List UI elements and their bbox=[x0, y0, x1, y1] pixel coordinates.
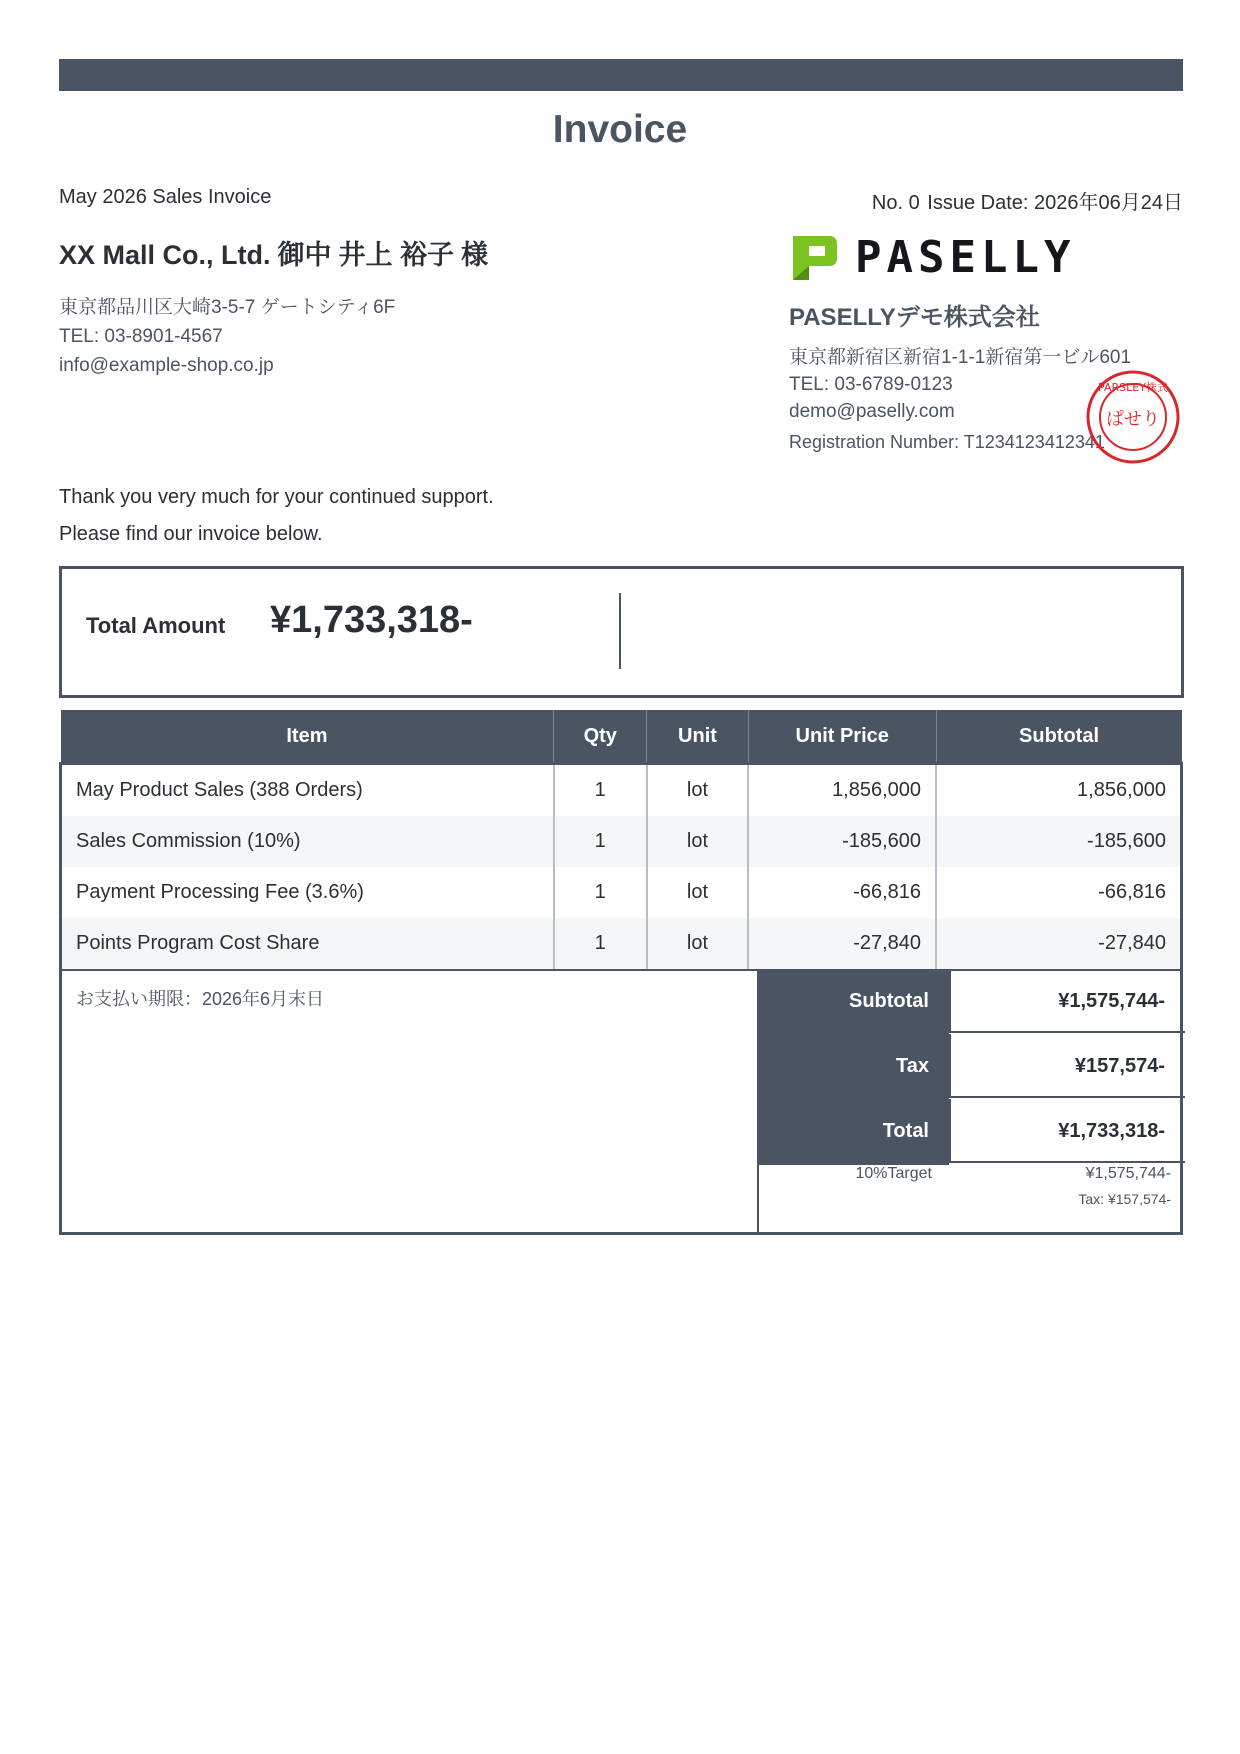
cell-subtotal: -185,600 bbox=[936, 816, 1181, 867]
cell-price: 1,856,000 bbox=[748, 764, 936, 817]
cell-price: -66,816 bbox=[748, 867, 936, 918]
table-row bbox=[61, 867, 1182, 918]
col-price-header: Unit Price bbox=[748, 710, 936, 764]
cell-qty: 1 bbox=[554, 867, 647, 918]
cell-subtotal: -27,840 bbox=[936, 918, 1181, 969]
page-title: Invoice bbox=[552, 108, 688, 151]
company-seal-icon bbox=[1085, 369, 1181, 465]
col-subtotal-header: Subtotal bbox=[936, 710, 1181, 764]
invoice-number: No. 0 bbox=[871, 192, 920, 214]
tax-target-tax: Tax: ¥157,574- bbox=[1078, 1191, 1171, 1207]
cell-subtotal: -66,816 bbox=[936, 867, 1181, 918]
summary-subtotal-row bbox=[759, 969, 1185, 1033]
cell-unit: lot bbox=[647, 867, 749, 918]
summary-subtotal-label: Subtotal bbox=[759, 969, 949, 1035]
summary-total-label: Total bbox=[759, 1099, 949, 1165]
company-logo bbox=[789, 232, 1089, 284]
customer-honorific: 御中 bbox=[277, 240, 332, 270]
customer-details bbox=[59, 293, 395, 380]
total-amount-value: ¥1,733,318- bbox=[270, 599, 473, 641]
invoice-meta bbox=[870, 186, 1183, 215]
cell-item: May Product Sales (388 Orders) bbox=[61, 764, 554, 817]
tax-target-label: 10%Target bbox=[855, 1165, 932, 1182]
total-amount-label: Total Amount bbox=[86, 613, 226, 638]
customer-name: XX Mall Co., Ltd. bbox=[59, 240, 271, 270]
cell-item: Sales Commission (10%) bbox=[61, 816, 554, 867]
summary-tax-value: ¥157,574- bbox=[949, 1034, 1185, 1098]
cell-item: Points Program Cost Share bbox=[61, 918, 554, 969]
summary-block bbox=[757, 969, 1185, 1235]
col-qty-header: Qty bbox=[554, 710, 647, 764]
logo-wordmark: PASELLY bbox=[855, 232, 1076, 283]
table-row bbox=[61, 816, 1182, 867]
cell-qty: 1 bbox=[554, 918, 647, 969]
greeting bbox=[59, 479, 494, 553]
customer-email: info@example-shop.co.jp bbox=[59, 355, 274, 376]
cell-price: -185,600 bbox=[748, 816, 936, 867]
table-header-row bbox=[61, 710, 1182, 764]
col-unit-header: Unit bbox=[647, 710, 749, 764]
cell-unit: lot bbox=[647, 764, 749, 817]
total-divider bbox=[619, 593, 621, 669]
customer-address: 東京都品川区大崎3-5-7 ゲートシティ6F bbox=[59, 297, 396, 318]
issuer-tel: TEL: 03-6789-0123 bbox=[789, 374, 953, 395]
registration-number: Registration Number: T1234123412341 bbox=[789, 432, 1105, 452]
customer-tel: TEL: 03-8901-4567 bbox=[59, 326, 223, 347]
cell-price: -27,840 bbox=[748, 918, 936, 969]
summary-subtotal-value: ¥1,575,744- bbox=[949, 969, 1185, 1033]
cell-unit: lot bbox=[647, 918, 749, 969]
issuer-company: PASELLYデモ株式会社 bbox=[789, 304, 1040, 331]
summary-tax-row bbox=[759, 1034, 1185, 1098]
summary-tax-label: Tax bbox=[759, 1034, 949, 1100]
cell-qty: 1 bbox=[554, 764, 647, 817]
summary-total-row bbox=[759, 1099, 1185, 1163]
summary-total-value: ¥1,733,318- bbox=[949, 1099, 1185, 1163]
cell-unit: lot bbox=[647, 816, 749, 867]
payment-deadline: お支払い期限：2026年6月末日 bbox=[76, 989, 325, 1009]
customer-contact: 井上 裕子 bbox=[338, 240, 455, 270]
tax-target-value: ¥1,575,744- bbox=[1085, 1165, 1171, 1182]
table-row bbox=[61, 764, 1182, 817]
issue-date: Issue Date: 2026年06月24日 bbox=[927, 192, 1183, 214]
cell-subtotal: 1,856,000 bbox=[936, 764, 1181, 817]
seal-top-text: PARSLEY株式 bbox=[1098, 381, 1168, 394]
total-amount-box bbox=[59, 566, 1184, 698]
table-row bbox=[61, 918, 1182, 969]
cell-qty: 1 bbox=[554, 816, 647, 867]
header-bar bbox=[59, 59, 1183, 91]
items-table bbox=[59, 710, 1183, 969]
col-item-header: Item bbox=[61, 710, 554, 764]
summary-section bbox=[59, 969, 1183, 1235]
customer-name-line bbox=[59, 233, 495, 272]
greeting-line-2: Please find our invoice below. bbox=[59, 523, 323, 545]
greeting-line-1: Thank you very much for your continued support. bbox=[59, 486, 494, 508]
seal-center-text: ぱせり bbox=[1106, 409, 1160, 430]
cell-item: Payment Processing Fee (3.6%) bbox=[61, 867, 554, 918]
invoice-subject: May 2026 Sales Invoice bbox=[59, 186, 272, 208]
issuer-address: 東京都新宿区新宿1-1-1新宿第一ビル601 bbox=[789, 347, 1132, 368]
contact-honorific: 様 bbox=[461, 240, 489, 270]
issuer-details bbox=[789, 344, 1131, 425]
issuer-email: demo@paselly.com bbox=[789, 401, 955, 422]
logo-mark-icon bbox=[789, 232, 841, 284]
